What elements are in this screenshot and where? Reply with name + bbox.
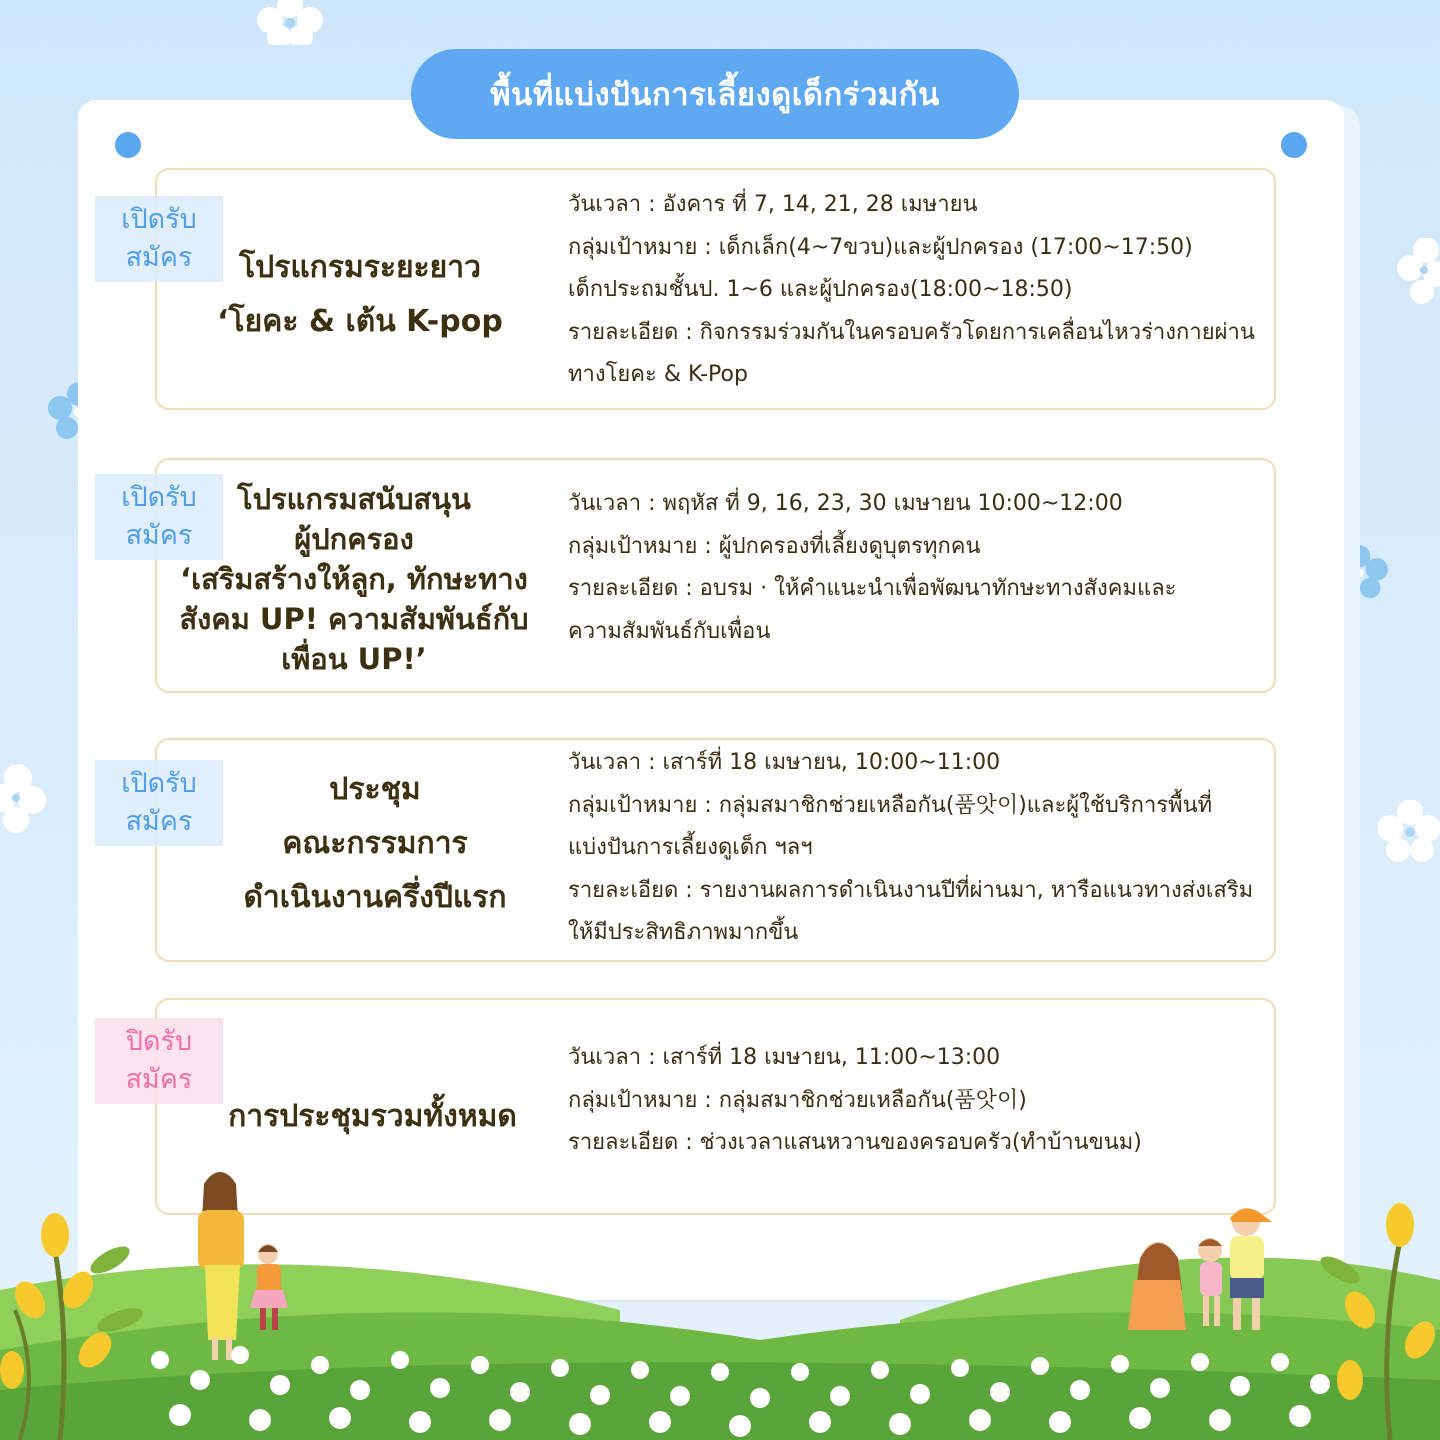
detail-line: กลุ่มเป้าหมาย : กลุ่มสมาชิกช่วยเหลือกัน(품앗이)และผู้ใช้บริการพื้นที่ [568, 792, 1213, 818]
status-line: เปิดรับ [121, 768, 197, 799]
detail-line: กลุ่มเป้าหมาย : ผู้ปกครองที่เลี้ยงดูบุตรทุกคน [568, 533, 981, 559]
flower-decoration-icon [0, 764, 48, 836]
program-title-line: สังคม UP! ความสัมพันธ์กับ [179, 602, 529, 636]
program-title [195, 762, 555, 926]
status-line: เปิดรับ [121, 204, 197, 235]
detail-line: แบ่งปันการเลี้ยงดูเด็ก ฯลฯ [568, 835, 813, 860]
detail-line: รายละเอียด : อบรม · ให้คำแนะนำเพื่อพัฒนาทักษะทางสังคมและ [568, 576, 1177, 601]
program-details [568, 483, 1177, 653]
status-line: สมัคร [125, 242, 193, 273]
program-title-line: คณะกรรมการ [282, 826, 468, 861]
detail-line: วันเวลา : เสาร์ที่ 18 เมษายน, 11:00~13:00 [568, 1045, 1001, 1070]
status-line: ปิดรับ [125, 1026, 193, 1057]
detail-line: รายละเอียด : ช่วงเวลาแสนหวานของครอบครัว(ทำบ้านขนม) [568, 1130, 1142, 1155]
program-title-line: โปรแกรมระยะยาว [239, 250, 481, 285]
flower-decoration-icon [255, 0, 325, 45]
detail-line: ให้มีประสิทธิภาพมากขึ้น [568, 920, 799, 945]
program-details [568, 184, 1255, 397]
page-title [411, 49, 1019, 139]
detail-line: ทางโยคะ & K-Pop [568, 362, 748, 387]
meadow-illustration [0, 1140, 1440, 1440]
flower-decoration-icon [1378, 800, 1440, 864]
page-title-text: พื้นที่แบ่งปันการเลี้ยงดูเด็กร่วมกัน [490, 77, 940, 113]
program-title [195, 1090, 550, 1144]
status-line: เปิดรับ [121, 482, 197, 513]
status-line: สมัคร [125, 520, 193, 551]
program-title-line: การประชุมรวมทั้งหมด [228, 1099, 517, 1134]
detail-line: วันเวลา : พฤหัส ที่ 9, 16, 23, 30 เมษายน 10:00~12:00 [568, 491, 1123, 516]
detail-line: ความสัมพันธ์กับเพื่อน [568, 618, 771, 644]
program-details [568, 742, 1253, 955]
program-title-line: ประชุม [329, 772, 421, 807]
pin-right-icon [1281, 132, 1307, 158]
program-title-line: ผู้ปกครอง [294, 522, 414, 556]
program-title-line: โปรแกรมสนับสนุน [237, 482, 471, 516]
detail-line: กลุ่มเป้าหมาย : เด็กเล็ก(4~7ขวบ)และผู้ปกครอง (17:00~17:50) [568, 234, 1193, 260]
detail-line: รายละเอียด : รายงานผลการดำเนินงานปีที่ผ่านมา, หารือแนวทางส่งเสริม [568, 877, 1254, 903]
status-line: สมัคร [125, 806, 193, 837]
flower-decoration-icon [1396, 238, 1440, 304]
program-title-line: ‘เสริมสร้างให้ลูก, ทักษะทาง [180, 562, 528, 596]
detail-line: เด็กประถมชั้นป. 1~6 และผู้ปกครอง(18:00~18:50) [568, 277, 1073, 302]
detail-line: รายละเอียด : กิจกรรมร่วมกันในครอบครัวโดยการเคลื่อนไหวร่างกายผ่าน [568, 319, 1255, 345]
detail-line: วันเวลา : อังคาร ที่ 7, 14, 21, 28 เมษายน [568, 192, 978, 217]
program-title-line: ดำเนินงานครึ่งปีแรก [243, 880, 507, 915]
detail-line: กลุ่มเป้าหมาย : กลุ่มสมาชิกช่วยเหลือกัน(품앗이) [568, 1087, 1027, 1113]
program-title-line: เพื่อน UP!’ [281, 642, 427, 676]
detail-line: วันเวลา : เสาร์ที่ 18 เมษายน, 10:00~11:00 [568, 750, 1001, 775]
status-line: สมัคร [125, 1064, 193, 1095]
pin-left-icon [115, 132, 141, 158]
program-title [185, 240, 535, 350]
program-title-line: ‘โยคะ & เต้น K-pop [217, 304, 503, 339]
program-title [158, 476, 550, 682]
